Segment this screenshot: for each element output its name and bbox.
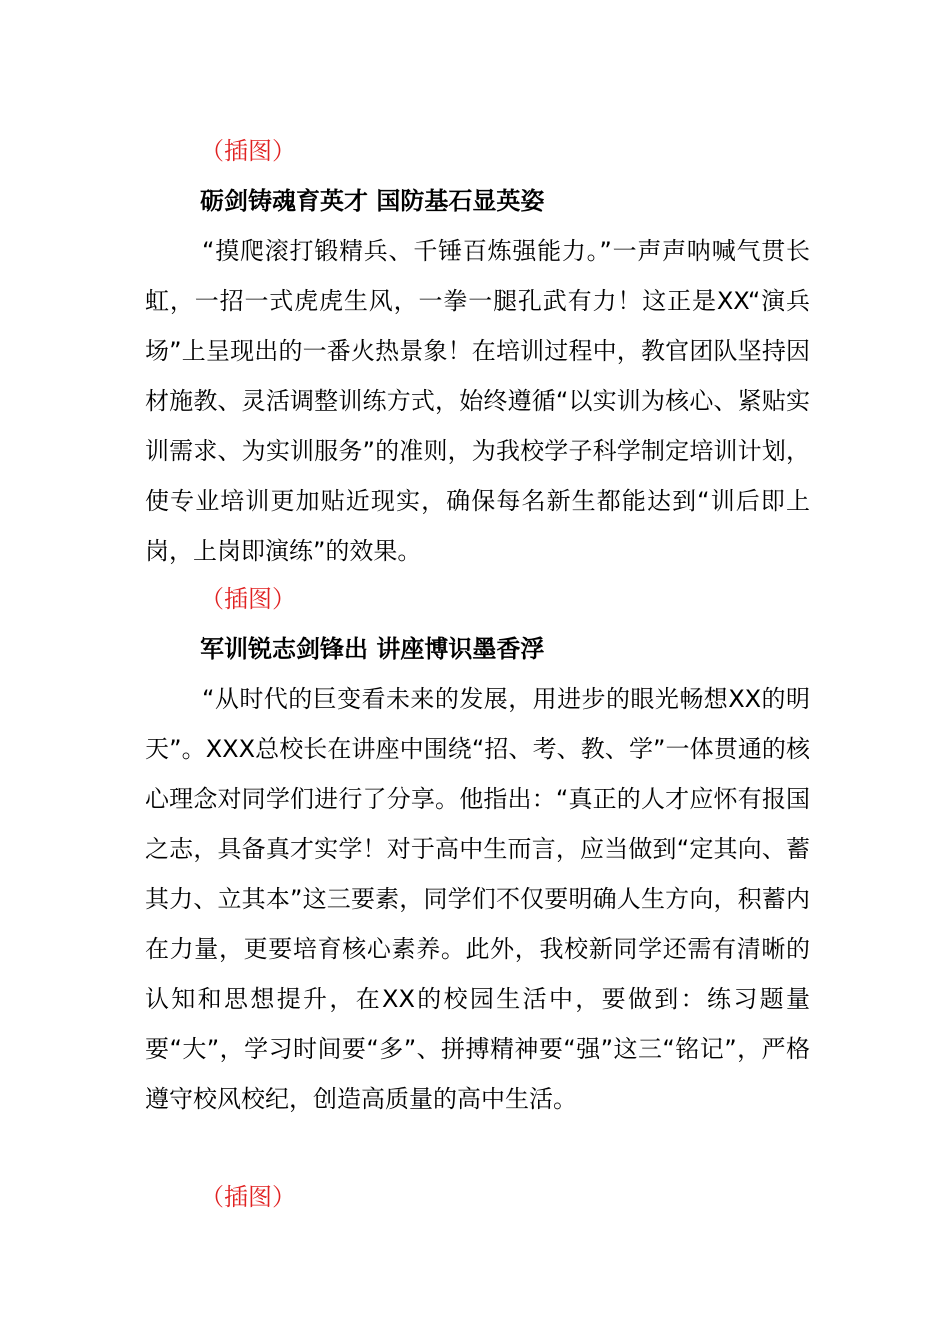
- image-placeholder: （插图）: [200, 137, 296, 165]
- section-heading: 砺剑铸魂育英才 国防基石显英姿: [200, 187, 545, 215]
- body-paragraph: “摸爬滚打锻精兵、千锤百炼强能力。”一声声呐喊气贯长虹，一招一式虎虎生风，一拳一腿孔武有力！这正是XX“演兵场”上呈现出的一番火热景象！在培训过程中，教官团队坚持因材施教、灵活调整训练方式，始终遵循“以实训为核心、紧贴实训需求、为实训服务”的准则，为我校学子科学制定培训计划，使专业培训更加贴近现实，确保每名新生都能达到“训后即上岗，上岗即演练”的效果。: [145, 237, 810, 565]
- image-placeholder: （插图）: [200, 585, 296, 613]
- image-placeholder: （插图）: [200, 1183, 296, 1211]
- body-paragraph: “从时代的巨变看未来的发展，用进步的眼光畅想XX的明天”。XXX总校长在讲座中围绕“招、考、教、学”一体贯通的核心理念对同学们进行了分享。他指出：“真正的人才应怀有报国之志，具备真才实学！对于高中生而言，应当做到“定其向、蓄其力、立其本”这三要素，同学们不仅要明确人生方向，积蓄内在力量，更要培育核心素养。此外，我校新同学还需有清晰的认知和思想提升，在XX的校园生活中，要做到：练习题量要“大”，学习时间要“多”、拼搏精神要“强”这三“铭记”，严格遵守校风校纪，创造高质量的高中生活。: [145, 685, 810, 1113]
- section-heading: 军训锐志剑锋出 讲座博识墨香浮: [200, 635, 545, 663]
